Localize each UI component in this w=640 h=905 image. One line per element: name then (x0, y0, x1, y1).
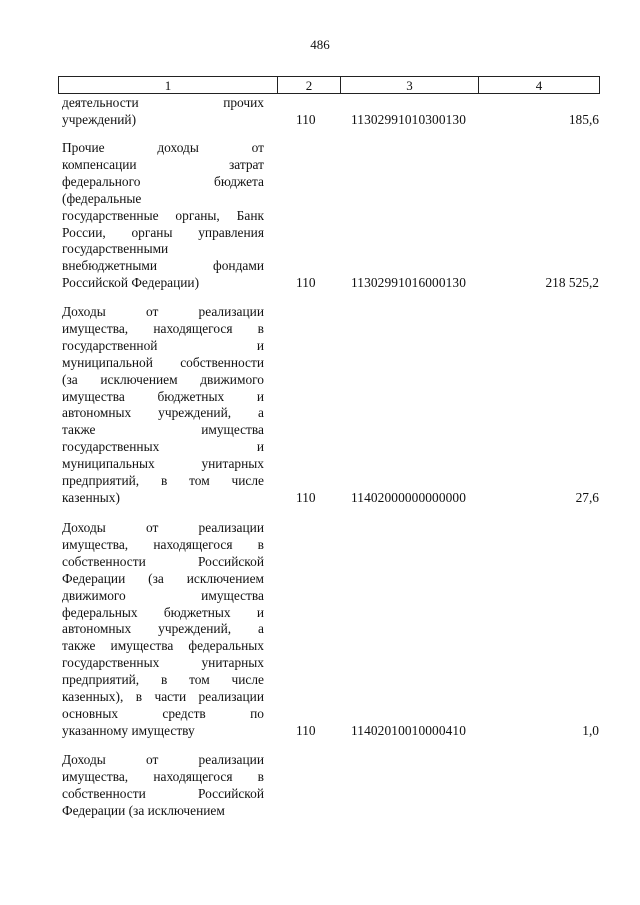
description-line: федеральных бюджетных и (62, 604, 264, 620)
column-header-2: 2 (278, 77, 341, 94)
row-description (62, 520, 264, 740)
description-line: казенных) (62, 489, 120, 505)
description-line: Федерации (за исключением (62, 802, 225, 818)
row-description (62, 752, 264, 820)
description-line: имущества, находящегося в (62, 320, 264, 336)
column-header-4: 4 (479, 77, 600, 94)
description-line: движимого имущества (62, 587, 264, 603)
description-line: муниципальной собственности (62, 354, 264, 370)
row-description (62, 95, 264, 129)
row-description (62, 304, 264, 507)
row-budget-code: 11402000000000000 (351, 489, 467, 505)
description-line: имущества, находящегося в (62, 768, 264, 784)
row-amount: 1,0 (582, 722, 599, 738)
description-line: предприятий, в том числе (62, 672, 264, 688)
description-line: внебюджетными фондами (62, 258, 264, 274)
description-line: имущества, находящегося в (62, 536, 264, 552)
column-header-3: 3 (341, 77, 479, 94)
row-code: 110 (296, 489, 316, 505)
description-line: Доходы от реализации (62, 520, 264, 535)
description-line: также имущества федеральных (62, 638, 264, 654)
description-line: компенсации затрат (62, 156, 264, 172)
description-line: государственные органы, Банк (62, 207, 264, 223)
row-description (62, 140, 264, 292)
description-line: государственных и (62, 439, 264, 455)
row-amount: 185,6 (568, 111, 599, 127)
row-amount: 218 525,2 (545, 275, 599, 291)
row-code: 110 (296, 722, 316, 738)
description-line: предприятий, в том числе (62, 473, 264, 489)
description-line: (за исключением движимого (62, 371, 264, 387)
description-line: Российской Федерации) (62, 275, 200, 291)
description-line: муниципальных унитарных (62, 456, 264, 472)
description-line: федерального бюджета (62, 173, 264, 189)
row-budget-code: 11302991016000130 (351, 275, 467, 291)
row-code: 110 (296, 275, 316, 291)
description-line: Доходы от реализации (62, 752, 264, 767)
row-code: 110 (296, 111, 316, 127)
description-line: деятельности прочих (62, 95, 264, 110)
description-line: Доходы от реализации (62, 304, 264, 319)
description-line: (федеральные (62, 190, 142, 206)
description-line: государственными (62, 241, 169, 257)
description-line: имущества бюджетных и (62, 388, 264, 404)
description-line: собственности Российской (62, 553, 264, 569)
description-line: государственной и (62, 337, 264, 353)
description-line: собственности Российской (62, 785, 264, 801)
description-line: автономных учреждений, а (62, 621, 264, 637)
column-header-1: 1 (59, 77, 278, 94)
description-line: Прочие доходы от (62, 140, 264, 155)
description-line: основных средств по (62, 705, 264, 721)
description-line: казенных), в части реализации (62, 689, 264, 705)
row-amount: 27,6 (575, 489, 599, 505)
description-line: России, органы управления (62, 224, 264, 240)
column-header-row (58, 76, 600, 94)
description-line: указанному имуществу (62, 722, 195, 738)
description-line: учреждений) (62, 111, 137, 127)
description-line: государственных унитарных (62, 655, 264, 671)
description-line: автономных учреждений, а (62, 405, 264, 421)
row-budget-code: 11302991010300130 (351, 111, 467, 127)
page-number: 486 (310, 37, 330, 52)
description-line: Федерации (за исключением (62, 570, 264, 586)
description-line: также имущества (62, 422, 264, 438)
row-budget-code: 11402010010000410 (351, 722, 467, 738)
